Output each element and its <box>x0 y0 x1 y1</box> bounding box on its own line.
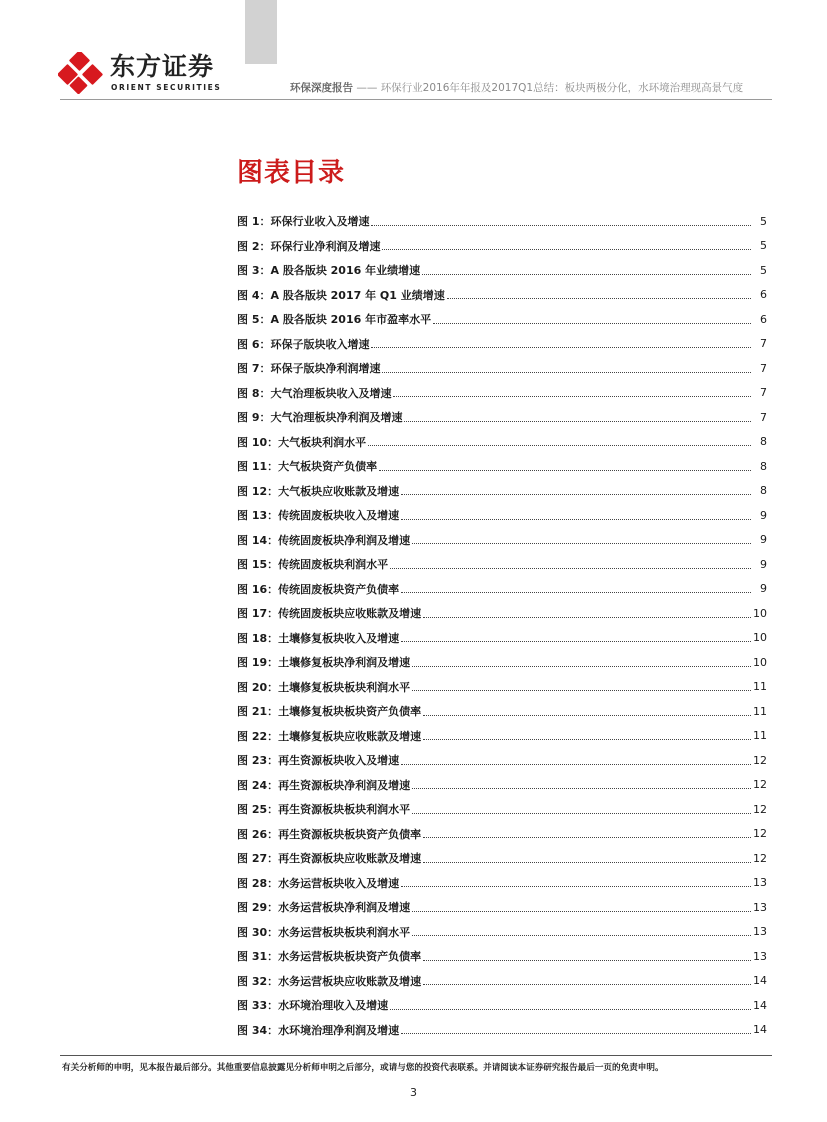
toc-entry[interactable] <box>237 577 767 602</box>
toc-entry[interactable] <box>237 993 767 1018</box>
toc-entry[interactable] <box>237 430 767 455</box>
toc-entry-label: 图 12：大气板块应收账款及增速 <box>237 484 400 498</box>
toc-entry-page: 8 <box>760 435 767 449</box>
toc-entry-page: 14 <box>753 974 767 988</box>
toc-entry-label: 图 19：土壤修复板块净利润及增速 <box>237 656 411 670</box>
toc-dot-leader <box>404 421 751 422</box>
toc-entry[interactable] <box>237 258 767 283</box>
toc-entry-page: 9 <box>760 557 767 571</box>
toc-entry[interactable] <box>237 381 767 406</box>
toc-entry[interactable] <box>237 528 767 553</box>
toc-entry[interactable] <box>237 895 767 920</box>
toc-entry-label: 图 13：传统固废板块收入及增速 <box>237 509 400 523</box>
toc-entry[interactable] <box>237 724 767 749</box>
toc-entry-page: 13 <box>753 949 767 963</box>
toc-entry[interactable] <box>237 944 767 969</box>
toc-entry-page: 12 <box>753 827 767 841</box>
toc-entry[interactable] <box>237 332 767 357</box>
toc-entry-page: 8 <box>760 484 767 498</box>
toc-entry[interactable] <box>237 454 767 479</box>
toc-entry-page: 7 <box>760 337 767 351</box>
toc-dot-leader <box>412 690 751 691</box>
toc-entry-page: 12 <box>753 753 767 767</box>
toc-dot-leader <box>401 641 751 642</box>
toc-entry-label: 图 21：土壤修复板块板块资产负债率 <box>237 705 422 719</box>
toc-entry-label: 图 11：大气板块资产负债率 <box>237 460 378 474</box>
toc-entry-page: 6 <box>760 288 767 302</box>
toc-dot-leader <box>401 519 751 520</box>
toc-entry[interactable] <box>237 822 767 847</box>
toc-dot-leader <box>390 1009 751 1010</box>
toc-entry-label: 图 16：传统固废板块资产负债率 <box>237 582 400 596</box>
toc-entry-page: 12 <box>753 778 767 792</box>
toc-entry-label: 图 18：土壤修复板块收入及增速 <box>237 631 400 645</box>
header-separator: —— <box>353 82 381 94</box>
toc-entry-page: 9 <box>760 582 767 596</box>
toc-entry-page: 8 <box>760 459 767 473</box>
figure-list <box>237 209 767 1042</box>
toc-entry-page: 11 <box>753 704 767 718</box>
toc-entry[interactable] <box>237 356 767 381</box>
toc-entry[interactable] <box>237 675 767 700</box>
toc-entry[interactable] <box>237 920 767 945</box>
toc-entry-label: 图 9：大气治理板块净利润及增速 <box>237 411 403 425</box>
toc-entry-label: 图 27：再生资源板块应收账款及增速 <box>237 852 422 866</box>
toc-dot-leader <box>412 666 751 667</box>
toc-dot-leader <box>371 225 751 226</box>
toc-entry[interactable] <box>237 773 767 798</box>
toc-entry[interactable] <box>237 283 767 308</box>
toc-entry-label: 图 24：再生资源板块净利润及增速 <box>237 778 411 792</box>
report-type: 环保深度报告 <box>290 82 353 94</box>
toc-entry-page: 11 <box>753 729 767 743</box>
toc-entry[interactable] <box>237 1018 767 1043</box>
toc-dot-leader <box>423 715 751 716</box>
toc-entry-page: 7 <box>760 386 767 400</box>
toc-entry-label: 图 25：再生资源板块板块利润水平 <box>237 803 411 817</box>
toc-entry-page: 7 <box>760 410 767 424</box>
toc-entry-page: 9 <box>760 508 767 522</box>
toc-entry-label: 图 4：A 股各版块 2017 年 Q1 业绩增速 <box>237 288 445 302</box>
toc-entry-page: 13 <box>753 900 767 914</box>
toc-entry-label: 图 2：环保行业净利润及增速 <box>237 239 381 253</box>
report-title: 环保行业2016年年报及2017Q1总结：板块两极分化，水环境治理现高景气度 <box>380 82 744 94</box>
toc-entry-label: 图 32：水务运营板块应收账款及增速 <box>237 974 422 988</box>
toc-entry-page: 13 <box>753 925 767 939</box>
toc-dot-leader <box>401 1033 751 1034</box>
toc-entry-page: 6 <box>760 312 767 326</box>
toc-dot-leader <box>447 298 751 299</box>
toc-entry-page: 5 <box>760 214 767 228</box>
toc-entry[interactable] <box>237 209 767 234</box>
toc-dot-leader <box>423 617 751 618</box>
toc-entry[interactable] <box>237 871 767 896</box>
toc-entry-label: 图 33：水环境治理收入及增速 <box>237 999 389 1013</box>
toc-entry-page: 12 <box>753 802 767 816</box>
toc-entry-label: 图 29：水务运营板块净利润及增速 <box>237 901 411 915</box>
toc-title: 图表目录 <box>237 158 346 188</box>
toc-entry-label: 图 15：传统固废板块利润水平 <box>237 558 389 572</box>
toc-dot-leader <box>412 788 751 789</box>
toc-entry-page: 13 <box>753 876 767 890</box>
toc-entry-page: 11 <box>753 680 767 694</box>
toc-dot-leader <box>401 494 751 495</box>
toc-entry-label: 图 1：环保行业收入及增速 <box>237 215 370 229</box>
toc-dot-leader <box>422 274 751 275</box>
toc-entry[interactable] <box>237 846 767 871</box>
toc-entry[interactable] <box>237 234 767 259</box>
toc-entry[interactable] <box>237 699 767 724</box>
toc-dot-leader <box>423 960 751 961</box>
toc-dot-leader <box>423 739 751 740</box>
toc-entry-page: 9 <box>760 533 767 547</box>
toc-dot-leader <box>412 813 751 814</box>
footer-divider <box>60 1055 772 1056</box>
toc-dot-leader <box>371 347 751 348</box>
toc-entry[interactable] <box>237 650 767 675</box>
toc-entry-page: 12 <box>753 851 767 865</box>
toc-entry[interactable] <box>237 479 767 504</box>
page-number: 3 <box>410 1086 417 1099</box>
toc-dot-leader <box>382 249 751 250</box>
orient-securities-logo-icon <box>58 52 104 94</box>
toc-dot-leader <box>423 862 751 863</box>
header-divider <box>60 99 772 100</box>
brand-name-cn: 东方证券 <box>110 52 215 81</box>
toc-dot-leader <box>401 764 751 765</box>
toc-entry[interactable] <box>237 626 767 651</box>
report-header <box>290 80 743 95</box>
toc-entry-label: 图 17：传统固废板块应收账款及增速 <box>237 607 422 621</box>
toc-entry[interactable] <box>237 969 767 994</box>
toc-entry-label: 图 22：土壤修复板块应收账款及增速 <box>237 729 422 743</box>
toc-dot-leader <box>423 984 751 985</box>
toc-entry-label: 图 30：水务运营板块板块利润水平 <box>237 925 411 939</box>
toc-dot-leader <box>412 935 751 936</box>
toc-dot-leader <box>412 911 751 912</box>
toc-entry-label: 图 23：再生资源板块收入及增速 <box>237 754 400 768</box>
toc-dot-leader <box>379 470 751 471</box>
toc-entry-label: 图 26：再生资源板块板块资产负债率 <box>237 827 422 841</box>
toc-entry-label: 图 6：环保子版块收入增速 <box>237 337 370 351</box>
toc-entry-page: 14 <box>753 1023 767 1037</box>
footer-disclaimer: 有关分析师的申明，见本报告最后部分。其他重要信息披露见分析师申明之后部分，或请与您的投资代表联系。并请阅读本证券研究报告最后一页的免责申明。 <box>62 1063 664 1073</box>
toc-dot-leader <box>401 592 751 593</box>
toc-entry-label: 图 20：土壤修复板块板块利润水平 <box>237 680 411 694</box>
toc-dot-leader <box>423 837 751 838</box>
toc-entry-label: 图 8：大气治理板块收入及增速 <box>237 386 392 400</box>
toc-entry-label: 图 28：水务运营板块收入及增速 <box>237 876 400 890</box>
toc-entry-label: 图 3：A 股各版块 2016 年业绩增速 <box>237 264 421 278</box>
toc-entry-page: 5 <box>760 239 767 253</box>
toc-entry-page: 7 <box>760 361 767 375</box>
toc-entry[interactable] <box>237 503 767 528</box>
toc-dot-leader <box>368 445 751 446</box>
brand-logo <box>58 52 228 96</box>
toc-entry-page: 10 <box>753 606 767 620</box>
toc-entry-label: 图 14：传统固废板块净利润及增速 <box>237 533 411 547</box>
toc-entry-label: 图 34：水环境治理净利润及增速 <box>237 1023 400 1037</box>
toc-entry-label: 图 31：水务运营板块板块资产负债率 <box>237 950 422 964</box>
toc-entry-label: 图 7：环保子版块净利润增速 <box>237 362 381 376</box>
toc-dot-leader <box>382 372 751 373</box>
toc-entry-page: 10 <box>753 655 767 669</box>
toc-dot-leader <box>401 886 751 887</box>
toc-entry[interactable] <box>237 405 767 430</box>
toc-entry-page: 10 <box>753 631 767 645</box>
toc-dot-leader <box>390 568 751 569</box>
toc-dot-leader <box>393 396 751 397</box>
header-gray-block <box>245 0 277 64</box>
brand-name-en: ORIENT SECURITIES <box>111 83 222 92</box>
toc-entry-page: 14 <box>753 998 767 1012</box>
toc-dot-leader <box>433 323 751 324</box>
toc-entry-label: 图 10：大气板块利润水平 <box>237 435 367 449</box>
toc-entry[interactable] <box>237 748 767 773</box>
toc-entry[interactable] <box>237 307 767 332</box>
toc-dot-leader <box>412 543 751 544</box>
toc-entry-page: 5 <box>760 263 767 277</box>
toc-entry-label: 图 5：A 股各版块 2016 年市盈率水平 <box>237 313 432 327</box>
toc-entry[interactable] <box>237 797 767 822</box>
toc-entry[interactable] <box>237 601 767 626</box>
toc-entry[interactable] <box>237 552 767 577</box>
